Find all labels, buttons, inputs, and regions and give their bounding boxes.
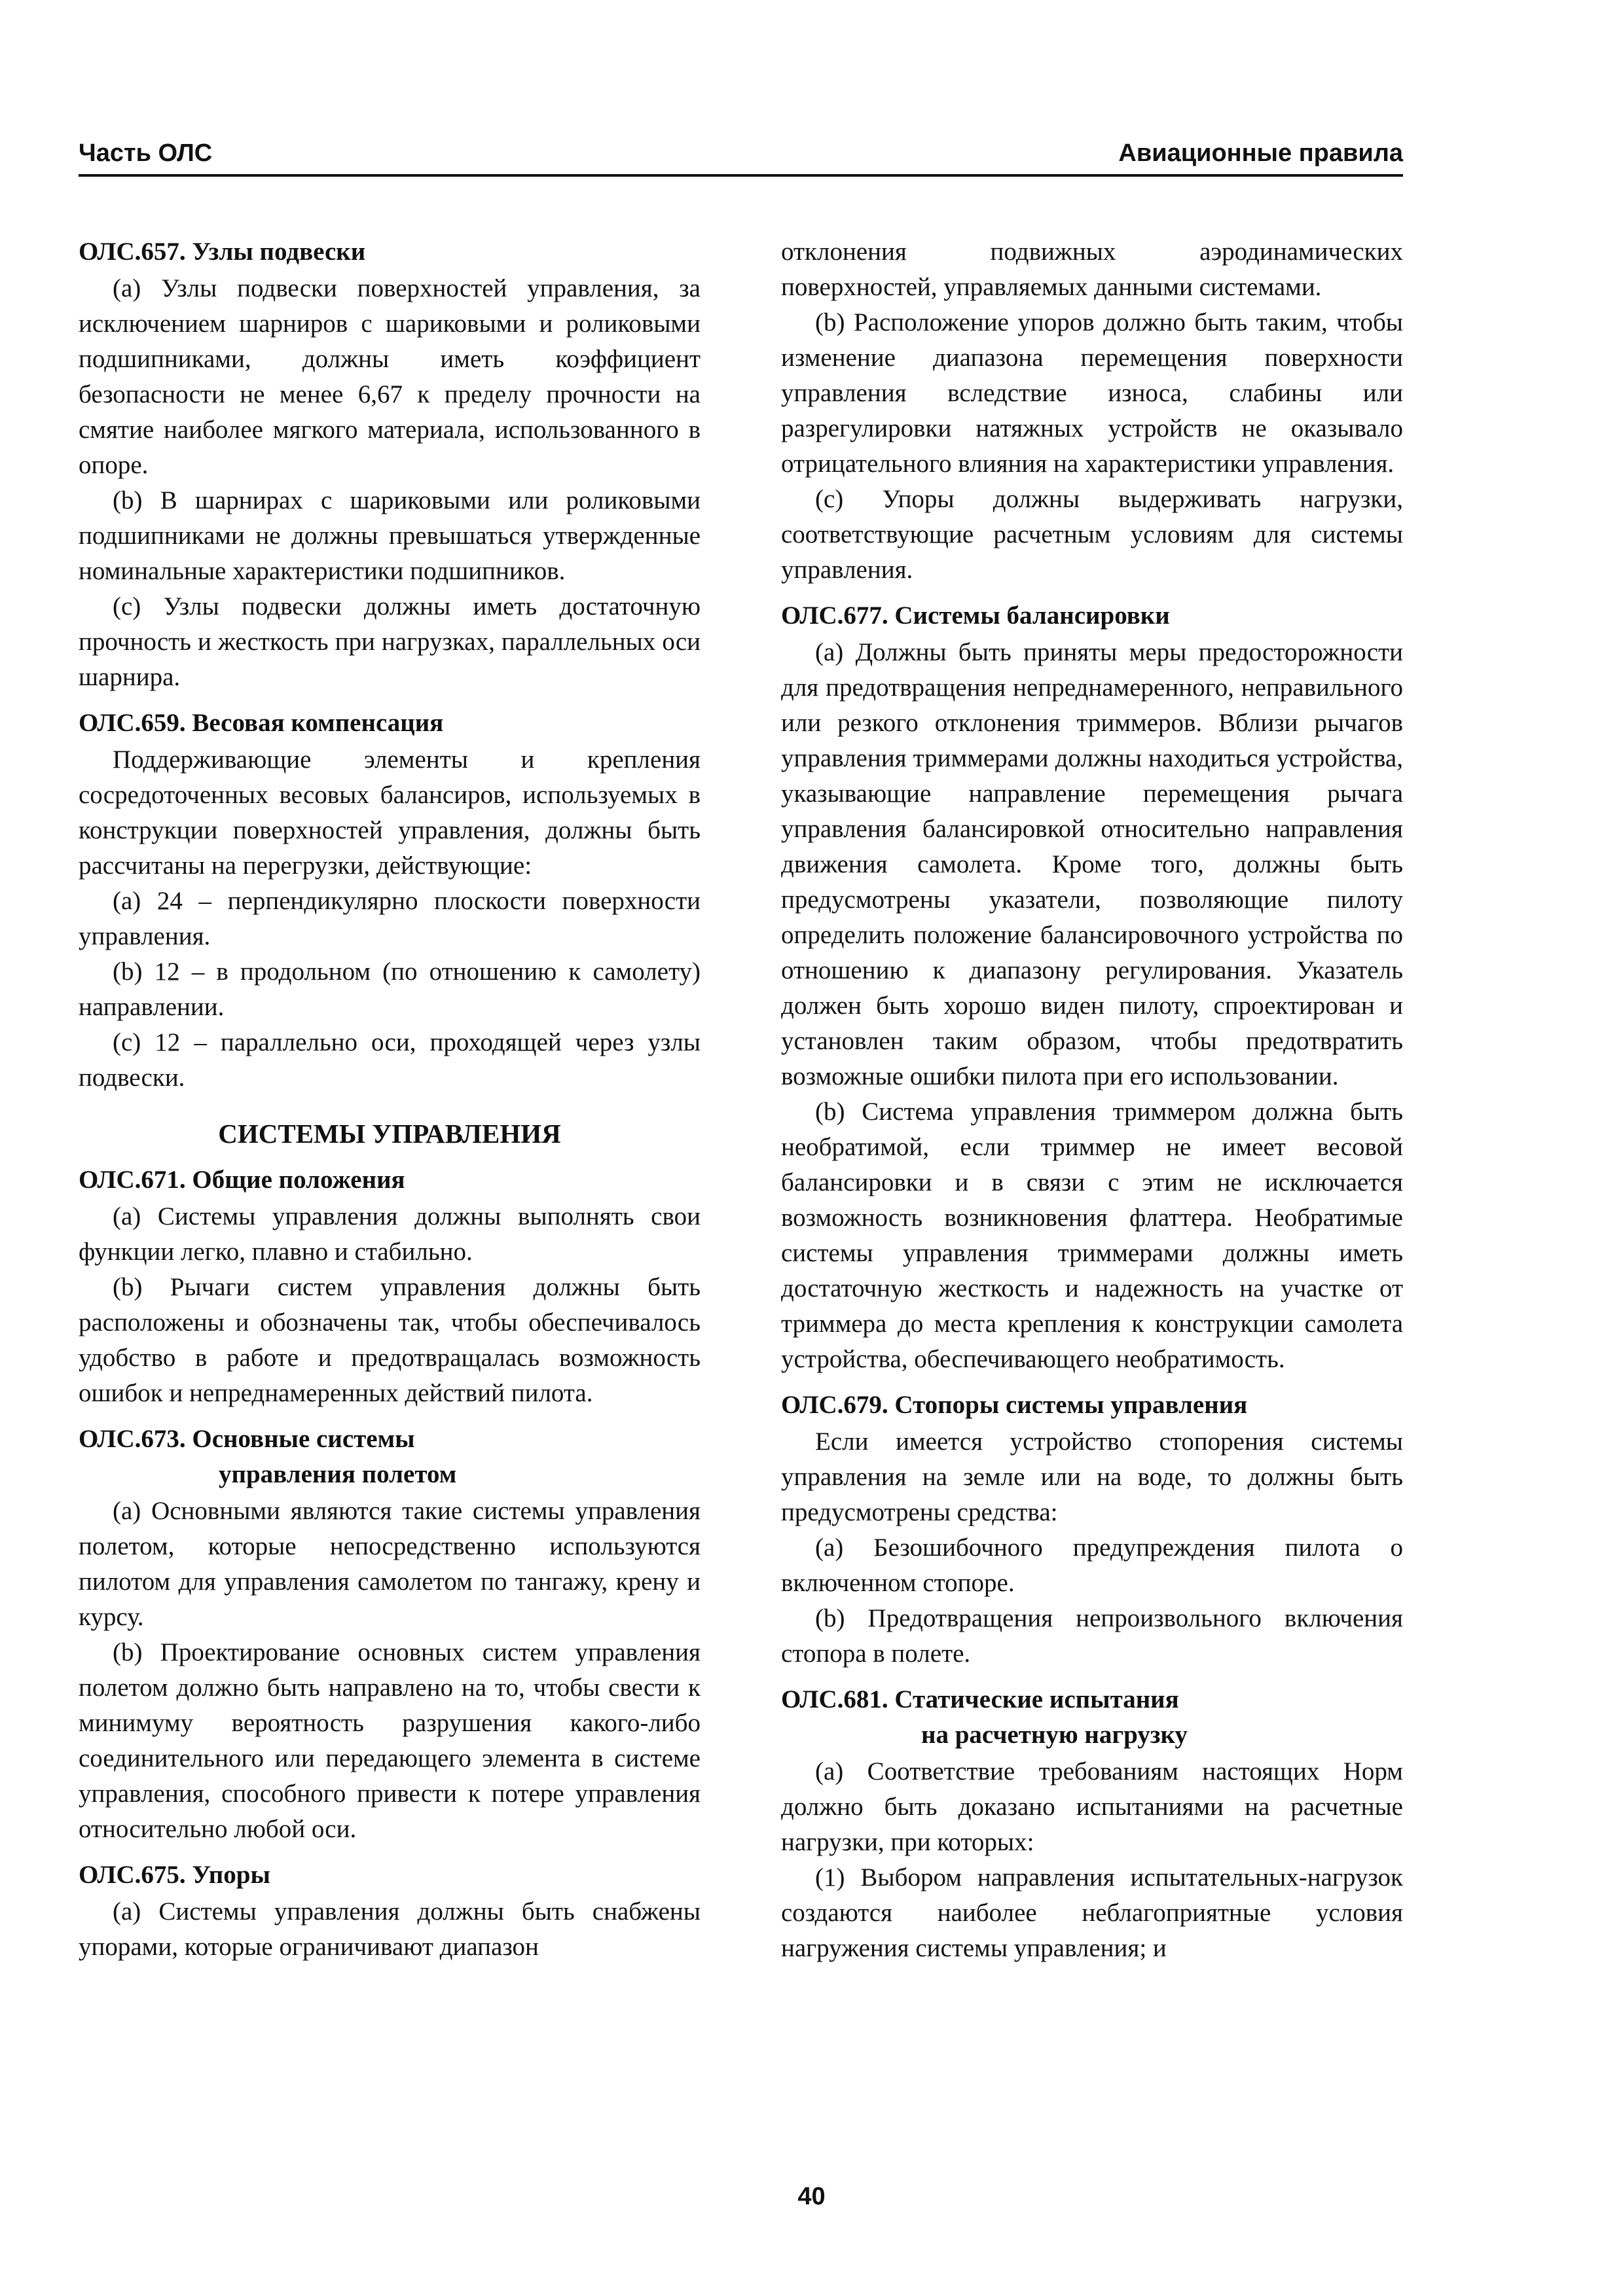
- header-part: Часть ОЛС: [79, 139, 213, 167]
- running-header: [79, 135, 1403, 177]
- heading-line-1: ОЛС.673. Основные системы: [79, 1425, 415, 1453]
- paragraph: (b) Предотвращения непроизвольного включения стопора в полете.: [781, 1604, 1403, 1668]
- heading-olc677: ОЛС.677. Системы балансировки: [781, 601, 1170, 630]
- paragraph: (b) Проектирование основных систем управления полетом должно быть направлено на то, чтобы свести к минимуму вероятность разрушения какого-либо соединительного или передающего элемента в системе управления, способного привести к потере управления относительно любой оси.: [79, 1638, 701, 1843]
- paragraph: (a) 24 – перпендикулярно плоскости поверхности управления.: [79, 887, 701, 950]
- heading-olc679: ОЛС.679. Стопоры системы управления: [781, 1391, 1248, 1419]
- paragraph: (b) Расположение упоров должно быть таким, чтобы изменение диапазона перемещения поверхности управления вследствие износа, слабины или разрегулировки натяжных устройств не оказывало отрицательного влияния на характеристики управления.: [781, 308, 1403, 478]
- paragraph: Поддерживающие элементы и крепления сосредоточенных весовых балансиров, используемых в конструкции поверхностей управления, должны быть рассчитаны на перегрузки, действующие:: [79, 745, 701, 880]
- header-title: Авиационные правила: [1118, 139, 1403, 167]
- heading-olc659: ОЛС.659. Весовая компенсация: [79, 709, 444, 737]
- heading-olc681: [781, 1682, 1403, 1753]
- paragraph: (a) Должны быть приняты меры предосторожности для предотвращения непреднамеренного, неправильного или резкого отклонения триммеров. Вблизи рычагов управления триммерами должны находиться устройства, указывающие направление перемещения рычага управления балансировкой относительно направления движения самолета. Кроме того, должны быть предусмотрены указатели, позволяющие пилоту определить положение балансировочного устройства по отношению к диапазону регулирования. Указатель должен быть хорошо виден пилоту, спроектирован и установлен таким образом, чтобы предотвратить возможные ошибки пилота при его использовании.: [781, 638, 1403, 1090]
- paragraph: (1) Выбором направления испытательных-нагрузок создаются наиболее неблагоприятные условия нагружения системы управления; и: [781, 1863, 1403, 1962]
- heading-olc675: ОЛС.675. Упоры: [79, 1861, 270, 1889]
- paragraph: (c) 12 – параллельно оси, проходящей через узлы подвески.: [79, 1028, 701, 1092]
- section-heading: СИСТЕМЫ УПРАВЛЕНИЯ: [218, 1119, 561, 1149]
- paragraph: (a) Соответствие требованиям настоящих Норм должно быть доказано испытаниями на расчетные нагрузки, при которых:: [781, 1757, 1403, 1856]
- paragraph: (a) Безошибочного предупреждения пилота о включенном стопоре.: [781, 1534, 1403, 1597]
- heading-olc671: ОЛС.671. Общие положения: [79, 1166, 405, 1194]
- page-number: 40: [797, 2183, 826, 2210]
- left-column: [79, 234, 701, 1965]
- paragraph: (b) В шарнирах с шариковыми или роликовыми подшипниками не должны превышаться утвержденные номинальные характеристики подшипников.: [79, 486, 701, 585]
- paragraph: (a) Системы управления должны выполнять свои функции легко, плавно и стабильно.: [79, 1202, 701, 1266]
- paragraph: (b) Рычаги систем управления должны быть расположены и обозначены так, чтобы обеспечивалось удобство в работе и предотвращалась возможность ошибок и непреднамеренных действий пилота.: [79, 1273, 701, 1407]
- paragraph: Если имеется устройство стопорения системы управления на земле или на воде, то должны быть предусмотрены средства:: [781, 1427, 1403, 1526]
- paragraph: (c) Узлы подвески должны иметь достаточную прочность и жесткость при нагрузках, параллельных оси шарнира.: [79, 592, 701, 691]
- paragraph: (a) Основными являются такие системы управления полетом, которые непосредственно используются пилотом для управления самолетом по тангажу, крену и курсу.: [79, 1497, 701, 1631]
- paragraph: (b) Система управления триммером должна быть необратимой, если триммер не имеет весовой балансировки и в связи с этим не исключается возможность возникновения флаттера. Необратимые системы управления триммерами должны иметь достаточную жесткость и надежность на участке от триммера до места крепления к конструкции самолета устройства, обеспечивающего необратимость.: [781, 1098, 1403, 1373]
- heading-line-2: на расчетную нагрузку: [921, 1721, 1188, 1749]
- paragraph: (a) Узлы подвески поверхностей управления, за исключением шарниров с шариковыми и роликовыми подшипниками, должны иметь коэффициент безопасности не менее 6,67 к пределу прочности на смятие наиболее мягкого материала, использованного в опоре.: [79, 274, 701, 479]
- paragraph: (a) Системы управления должны быть снабжены упорами, которые ограничивают диапазон: [79, 1897, 701, 1961]
- right-column: [781, 234, 1403, 1966]
- heading-line-1: ОЛС.681. Статические испытания: [781, 1685, 1179, 1713]
- heading-line-2: управления полетом: [219, 1460, 457, 1488]
- heading-olc673: [79, 1422, 701, 1492]
- paragraph-continued: отклонения подвижных аэродинамических поверхностей, управляемых данными системами.: [781, 238, 1403, 301]
- heading-olc657: ОЛС.657. Узлы подвески: [79, 238, 366, 266]
- paragraph: (c) Упоры должны выдерживать нагрузки, соответствующие расчетным условиям для системы управления.: [781, 485, 1403, 584]
- paragraph: (b) 12 – в продольном (по отношению к самолету) направлении.: [79, 958, 701, 1021]
